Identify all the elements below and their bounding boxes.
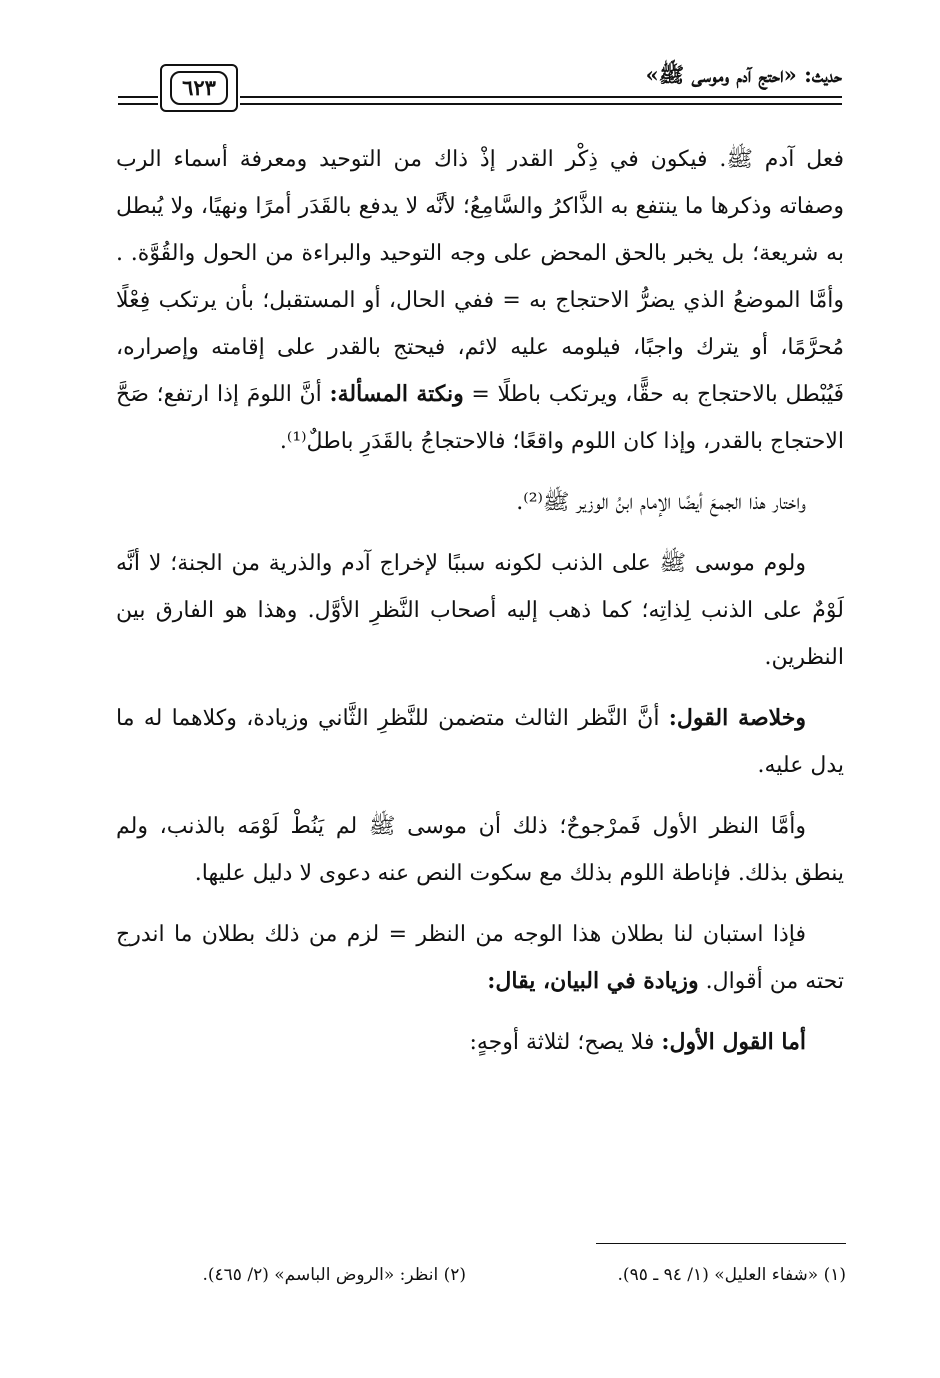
paragraph-1-text: فعل آدم ﷺ. فيكون في ذِكْر القدر إذْ ذاك من التوحيد ومعرفة أسماء الرب وصفاته وذكرها ما ينتفع به الذَّاكرُ والسَّامِعُ؛ لأنَّه لا يدفع بالقَدَر أمرًا ونهيًا، ولا يُبطل به شريعة؛ بل يخبر بالحق المحض على وجه التوحيد والبراءة من الحول والقُوَّة. . وأمَّا الموضعُ الذي يضرُّ الاحتجاج به = ففي الحال، أو المستقبل؛ بأن يرتكب فِعْلًا مُحرَّمًا، أو يترك واجبًا، فيلومه عليه لائم، فيحتج بالقدر على إقامته وإصراره، فَيُبْطل بالاحتجاج به حقًّا، ويرتكب باطلًا = (116, 147, 844, 407)
paragraph-6 (116, 911, 844, 1005)
paragraph-7 (116, 1019, 844, 1066)
paragraph-2 (116, 479, 844, 526)
paragraph-5 (116, 803, 844, 897)
page-number: ٦٢٣ (170, 71, 228, 105)
footnote-separator (596, 1243, 846, 1244)
paragraph-4-text: أنَّ النَّظر الثالث متضمن للنَّظرِ الثَّاني وزيادة، وكلاهما له ما يدل عليه. (116, 706, 844, 778)
paragraph-1 (116, 136, 844, 465)
paragraph-3-text: ولوم موسى ﷺ على الذنب لكونه سببًا لإخراج آدم والذرية من الجنة؛ لا أنَّه لَوْمٌ على الذنب لِذاتِه؛ كما ذهب إليه أصحاب النَّظرِ الأوَّل. وهذا هو الفارق بين النظرين. (116, 551, 844, 670)
paragraph-7-text: فلا يصح؛ لثلاثة أوجهٍ: (469, 1030, 655, 1055)
page-number-frame (160, 64, 238, 112)
paragraph-1-end: أنَّ اللومَ إذا ارتفع؛ صَحَّ الاحتجاج بالقدر، وإذا كان اللوم واقعًا؛ فالاحتجاجُ بالقَدَرِ باطلٌ⁽¹⁾. (116, 382, 844, 454)
paragraph-5-text: وأمَّا النظر الأول فَمرْجوحٌ؛ ذلك أن موسى ﷺ لم يَنُطْ لَوْمَه بالذنب، ولم ينطق بذلك. فإناطة اللوم بذلك مع سكوت النص عنه دعوى لا دليل عليها. (116, 814, 844, 886)
header-title: حديث: «احتج آدم وموسى ﷺ» (645, 62, 842, 87)
paragraph-1-bold: ونكتة المسألة: (329, 381, 464, 407)
running-header (118, 58, 842, 114)
header-rule (240, 96, 842, 105)
paragraph-4 (116, 695, 844, 789)
footnote-2: (٢) انظر: «الروض الباسم» (٢/ ٤٦٥). (202, 1265, 466, 1285)
body-text (116, 136, 844, 1080)
paragraph-2-text: واختار هذا الجمعَ أيضًا الإمام ابنُ الوزير ﷺ⁽²⁾. (516, 490, 806, 515)
paragraph-6-bold: وزيادة في البيان، يقال: (487, 968, 699, 994)
paragraph-7-bold: أما القول الأول: (661, 1029, 806, 1055)
paragraph-4-bold: وخلاصة القول: (668, 705, 806, 731)
paragraph-6-text: فإذا استبان لنا بطلان هذا الوجه من النظر = لزم من ذلك بطلان ما اندرج تحته من أقوال. (116, 922, 844, 994)
header-rule-left (118, 96, 158, 105)
footnote-1: (١) «شفاء العليل» (١/ ٩٤ ـ ٩٥). (617, 1265, 846, 1285)
paragraph-3 (116, 540, 844, 681)
